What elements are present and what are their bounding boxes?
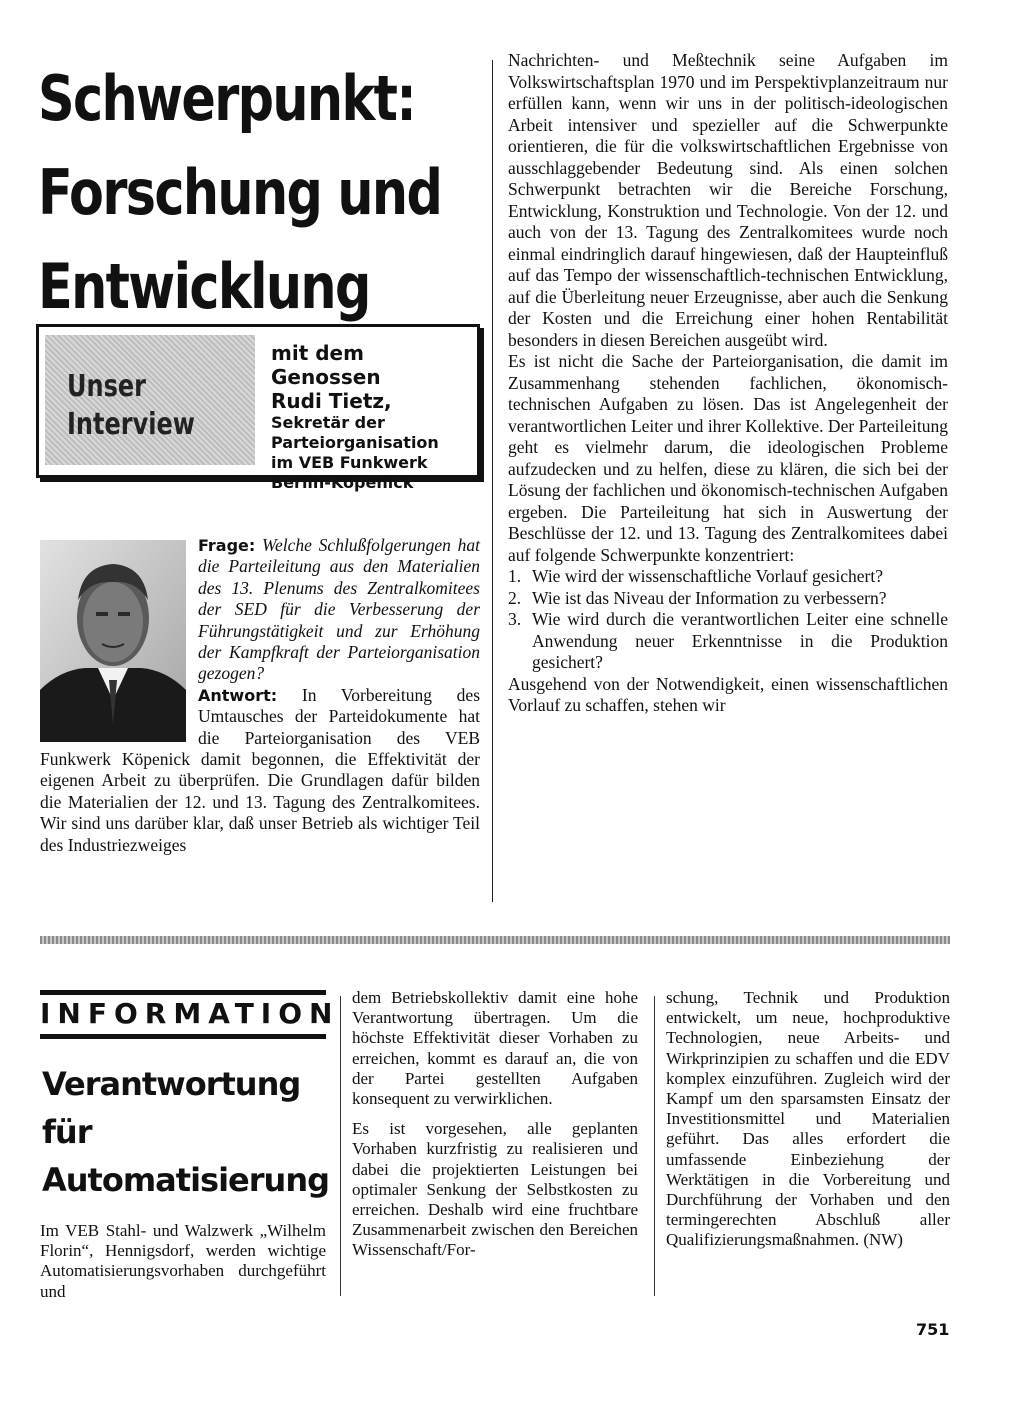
info-divider-2 [654,996,655,1296]
focus-list [508,566,948,674]
right-column [508,50,948,717]
right-paragraph-2: Es ist nicht die Sache der Parteiorganisation, die damit im Zusammenhang stehenden fachlichen, ökonomisch-technischen Aufgaben zu lösen. Das ist Angelegenheit der verantwortlichen Leiter und ihrer Kollektive. Der Parteileitung geht es vielmehr darum, die ideologischen Probleme aufzudecken und zu helfen, diese zu klären, die sich bei der Lösung der fachlichen und ökonomisch-technischen Aufgaben ergeben. Die Parteileitung hat sich in Auswertung der Beschlüsse der 12. und 13. Tagung des Zentralkomitees dabei auf folgende Schwerpunkte konzentriert: [508,351,948,565]
interview-role-line-1: Sekretär der [271,413,385,432]
info-c1-text: Im VEB Stahl- und Walzwerk „Wilhelm Florin“, Hennigsdorf, werden wichtige Automatisierungsvorhaben durchgeführt und [40,1221,326,1301]
information-label: INFORMATION [40,997,340,1030]
headline-line-3: Entwicklung [38,250,370,323]
section-separator [40,936,950,944]
headline [38,52,442,334]
info-rule-bottom [40,1034,326,1039]
info-c3-text: schung, Technik und Produktion entwickelt, um neue, hochproduktive Technologien, neue Arbeits- und Wirkprinzipien zu schaffen und die EDV komplex einzuführen. Zugleich wird der Kampf um den sparsamsten Einsatz der Investitionsmittel und Materialien geführt. Das alles erfordert die umfassende Einbeziehung der Werktätigen in die Vorbereitung und Durchführung der Vorhaben und den termingerechten Abschluß aller Qualifizierungsmaßnahmen. (NW) [666,988,950,1250]
interview-subject [271,341,471,493]
column-divider [492,60,493,902]
question-label: Frage: [198,536,256,555]
info-c2-paragraph-1: dem Betriebskollektiv damit eine hohe Verantwortung übertragen. Um die höchste Effektivität dieser Vorhaben zu erreichen, kommt es darauf an, die von der Partei gestellten Aufgaben konsequent zu verwirklichen. [352,988,638,1109]
right-paragraph-1: Nachrichten- und Meßtechnik seine Aufgaben im Volkswirtschaftsplan 1970 und im Perspektivplanzeitraum nur erfüllen kann, wenn wir uns in der politisch-ideologischen Arbeit intensiver und spezieller auf die Schwerpunkte orientieren, die für die volkswirtschaftlichen Ergebnisse von ausschlaggebender Bedeutung sind. Als einen solchen Schwerpunkt betrachten wir die Bereiche Forschung, Entwicklung, Konstruktion und Technologie. Von der 12. und auch von der 13. Tagung des Zentralkomitees wurde noch einmal eindringlich darauf hingewiesen, daß der Haupteinfluß auf das Tempo der wissenschaftlich-technischen Entwicklung, auf die Überleitung neuer Erzeugnisse, aber auch die Senkung der Kosten und die Erreichung einer hohen Rentabilität besonders in diesen Bereichen ausgeübt wird. [508,50,948,350]
info-column-2 [352,988,638,1271]
interview-tag [45,335,255,465]
headline-line-1: Schwerpunkt: [38,62,416,135]
headline-line-2: Forschung und [38,156,442,229]
list-item: 3. Wie wird durch die verantwortlichen Leiter eine schnelle Anwendung neuer Erkenntnisse in die Produktion gesichert? [508,609,948,672]
info-column-1 [40,1221,326,1312]
interview-tag-line-1: Unser [67,369,146,404]
info-title-line-1: Verantwortung [42,1065,301,1103]
answer-text: In Vorbereitung des Umtausches der Parteidokumente hat die Parteiorganisation des VEB Funkwerk Köpenick damit begonnen, die Effektivität der eigenen Arbeit zu überprüfen. Die Grundlagen dafür bilden die Materialien der 12. und 13. Tagung des Zentralkomitees. Wir sind uns darüber klar, daß unser Betrieb als wichtiger Teil des Industriezweiges [40,684,481,855]
interview-with-line-1: mit dem Genossen [271,341,381,389]
info-c2-paragraph-2: Es ist vorgesehen, alle geplanten Vorhaben kurzfristig zu realisieren und dabei die projektierten Leistungen bei optimaler Senkung der Selbstkosten zu erreichen. Deshalb wird eine fruchtbare Zusammenarbeit zwischen den Bereichen Wissenschaft/For- [352,1119,638,1260]
list-item: 1. Wie wird der wissenschaftliche Vorlauf gesichert? [508,566,883,586]
right-paragraph-3: Ausgehend von der Notwendigkeit, einen wissenschaftlichen Vorlauf zu schaffen, stehen wir [508,673,948,715]
interview-with-line-2: Rudi Tietz, [271,389,392,413]
info-title [42,1060,342,1204]
info-title-line-2: für [42,1113,92,1151]
list-item: 2. Wie ist das Niveau der Information zu verbessern? [508,587,887,608]
interview-box [36,324,480,492]
interview-qa [40,535,480,856]
interview-tag-line-2: Interview [67,407,195,442]
question-text: Welche Schlußfolgerungen hat die Parteileitung aus den Materialien des 13. Plenums des Zentralkomitees der SED für die Verbesserung der Führungstätigkeit und zur Erhöhung der Kampfkraft der Parteiorganisation gezogen? [198,535,480,684]
info-divider-1 [340,996,341,1296]
interview-role-line-4: Berlin-Köpenick [271,473,414,492]
answer-label: Antwort: [198,685,278,705]
page-number: 751 [916,1320,950,1339]
info-column-3 [666,988,950,1261]
info-title-line-3: Automatisierung [42,1161,329,1199]
interview-role-line-3: im VEB Funkwerk [271,453,428,472]
info-rule-top [40,990,326,995]
interview-role-line-2: Parteiorganisation [271,433,439,452]
